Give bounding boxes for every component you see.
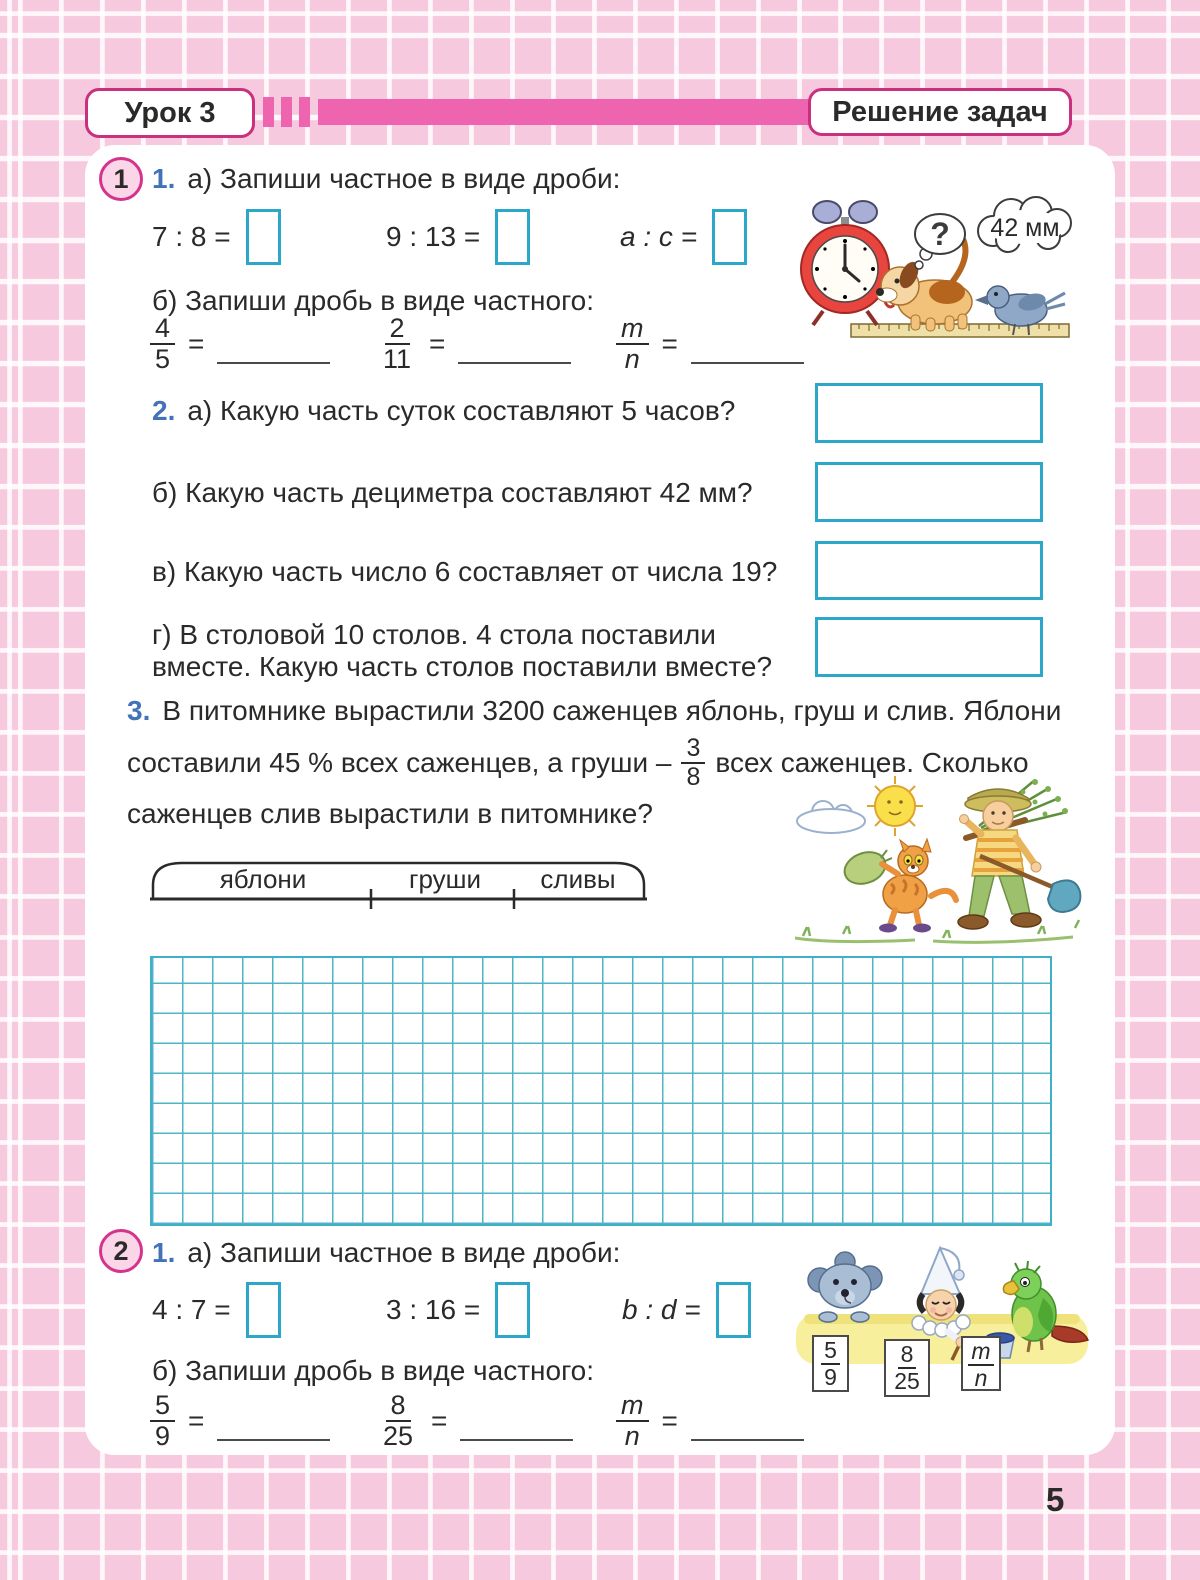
task1-number: 1. [152,163,176,194]
answer-blank[interactable] [691,362,804,364]
quotient-4: 4 : 7 = [152,1281,281,1339]
header-stripe [299,97,310,127]
fraction: $\frac{3}{8}$ [681,735,705,791]
fraction: $\frac{2}{11}$ [383,313,412,375]
task2-item-g-line2: вместе. Какую часть столов поставили вместе? [152,651,773,682]
answer-box[interactable] [495,209,530,265]
task3-number: 3. [127,695,151,726]
lesson-badge [85,88,255,138]
fraction: $\frac{4}{5}$ [150,314,175,374]
task2-number: 2. [152,395,176,426]
task2-item-v: в) Какую часть число 6 составляет от числа 19? [152,556,778,587]
fraction-item-5: $\frac{8}{25}$ = [378,1391,573,1451]
fraction: $\frac{8}{25}$ [383,1390,414,1452]
header-stripe [281,97,292,127]
task1b-part-b-heading: б) Запиши дробь в виде частного: [152,1355,595,1386]
question-bubble-text: ? [930,216,950,252]
task2-item-a: 2. а) Какую часть суток составляют 5 часов? [152,395,736,426]
answer-blank[interactable] [217,362,330,364]
answer-box[interactable] [246,209,281,265]
answer-box-large[interactable] [815,462,1043,522]
fraction-item-6: $\frac{m}{n}$ = [616,1391,804,1451]
answer-blank[interactable] [217,1439,330,1441]
task3-line3: саженцев слив вырастили в питомнике? [127,798,653,829]
task1b-part-a-heading: 1. а) Запиши частное в виде дроби: [152,1237,621,1268]
page-title: Решение задач [832,95,1048,128]
task3-line1: 3. В питомнике вырастили 3200 саженцев яблонь, груш и слив. Яблони [127,695,1062,726]
task2-item-b: б) Какую часть дециметра составляют 42 мм? [152,477,753,508]
lesson-label: Урок 3 [124,96,216,129]
clock-dog-crow-illustration [795,185,1087,353]
diagram-label-apples: яблони [219,864,307,894]
farmer-cat-illustration [783,768,1090,948]
fraction-item-2: $\frac{2}{11}$ = [378,314,571,374]
task1b-number: 1. [152,1237,176,1268]
quotient-1: 7 : 8 = [152,208,281,266]
fraction-item-4: $\frac{5}{9}$ = [150,1391,330,1451]
answer-box[interactable] [495,1282,530,1338]
task2-item-g-line1: г) В столовой 10 столов. 4 стола поставили [152,619,716,650]
header-stripe [263,97,274,127]
task3-line2: составили 45 % всех саженцев, а груши – $\frac{3}{8}$ всех саженцев. Сколько [127,734,1029,791]
fraction-item-1: $\frac{4}{5}$ = [150,314,330,374]
answer-box[interactable] [716,1282,751,1338]
answer-box-large[interactable] [815,383,1043,443]
answer-blank[interactable] [460,1439,573,1441]
task1-part-b-heading: б) Запиши дробь в виде частного: [152,285,595,316]
fraction-item-3: $\frac{m}{n}$ = [616,314,804,374]
answer-blank[interactable] [458,362,571,364]
section-marker-1: 1 [99,157,143,201]
quotient-3: a : c = [620,208,747,266]
task1-part-a-heading: 1. а) Запиши частное в виде дроби: [152,163,621,194]
diagram-label-plums: сливы [540,864,616,894]
quotient-2: 9 : 13 = [386,208,530,266]
quotient-5: 3 : 16 = [386,1281,530,1339]
answer-box[interactable] [712,209,747,265]
quotient-6: b : d = [622,1281,751,1339]
answer-blank[interactable] [691,1439,804,1441]
bubble-42mm-text: 42 мм [990,214,1060,242]
fraction-card-2: $\frac{8}{25}$ [884,1339,930,1397]
fraction-card-1: $\frac{5}{9}$ [812,1335,849,1392]
answer-box-large[interactable] [815,541,1043,600]
fraction-card-3: $\frac{m}{n}$ [961,1336,1001,1391]
section-marker-2: 2 [99,1229,143,1273]
answer-box-large[interactable] [815,617,1043,677]
answer-box[interactable] [246,1282,281,1338]
fraction: $\frac{m}{n}$ [616,314,649,374]
diagram-label-pears: груши [408,864,482,894]
fraction: $\frac{5}{9}$ [150,1391,175,1451]
work-grid[interactable] [150,956,1052,1226]
fraction: $\frac{m}{n}$ [616,1391,649,1451]
page-number: 5 [1046,1481,1065,1518]
page-title-badge [808,88,1072,136]
